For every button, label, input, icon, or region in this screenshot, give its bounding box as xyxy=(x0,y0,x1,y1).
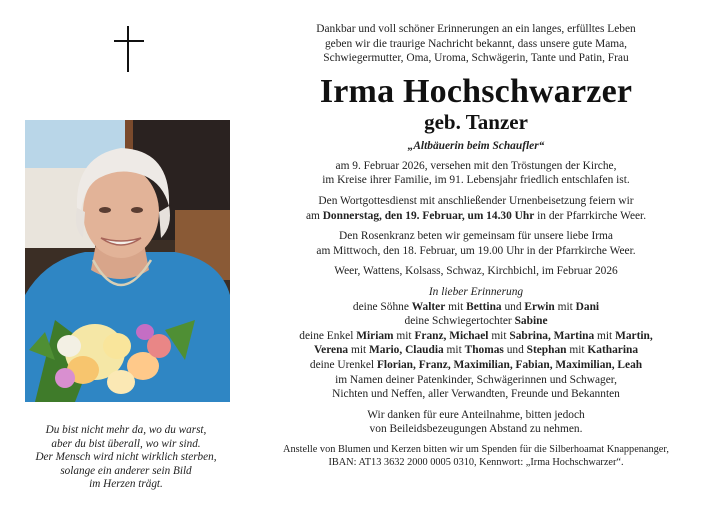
announcement-text xyxy=(256,22,696,470)
thanks-text: Wir danken für eure Anteilnahme, bitten jedoch von Beileidsbezeugungen Abstand zu nehmen. xyxy=(367,408,585,436)
sons-line: deine Söhne Walter mit Bettina und Erwin mit Dani xyxy=(352,300,600,313)
intro-text xyxy=(256,22,696,66)
quote-line: solange ein anderer sein Bild xyxy=(60,464,192,477)
intro-line: Dankbar und voll schöner Erinnerungen an ein langes, erfülltes Leben xyxy=(316,23,636,35)
quote-line: Du bist nicht mehr da, wo du warst, xyxy=(45,424,207,436)
relatives-line: Nichten und Neffen, aller Verwandten, Freunde und Bekannten xyxy=(332,388,620,401)
cross-icon xyxy=(114,26,144,72)
rosary-info: Den Rosenkranz beten wir gemeinsam für unsere liebe Irma am Mittwoch, den 18. Februar, um 19.00 Uhr in der Pfarrkirche Weer. xyxy=(316,230,636,257)
nickname: „Altbäuerin beim Schaufler“ xyxy=(407,139,545,152)
maiden-name: geb. Tanzer xyxy=(424,109,528,134)
grandchildren-line: Verena mit Mario, Claudia mit Thomas und Stephan mit Katharina xyxy=(313,344,639,357)
place-date: Weer, Wattens, Kolsass, Schwaz, Kirchbichl, im Februar 2026 xyxy=(334,265,618,278)
intro-line: geben wir die traurige Nachricht bekannt, dass unsere gute Mama, xyxy=(324,37,628,50)
quote-line: aber du bist überall, wo wir sind. xyxy=(51,437,201,450)
grandchildren-line: deine Enkel Miriam mit Franz, Michael mit Sabrina, Martina mit Martin, xyxy=(299,329,653,342)
family-list xyxy=(256,285,696,402)
memorial-quote xyxy=(12,424,240,492)
death-notice: am 9. Februar 2026, versehen mit den Tröstungen der Kirche, im Kreise ihrer Familie, im 91. Lebensjahr friedlich entschlafen ist. xyxy=(322,159,630,187)
in-memory-heading: In lieber Erinnerung xyxy=(428,285,524,298)
relatives-line: im Namen deiner Patenkinder, Schwägerinnen und Schwager, xyxy=(335,373,617,386)
service-info: Den Wortgottesdienst mit anschließender Urnenbeisetzung feiern wir am Donnerstag, den 19. Februar, um 14.30 Uhr in der Pfarrkirche Weer. xyxy=(305,194,647,222)
quote-line: im Herzen trägt. xyxy=(89,478,163,491)
great-grandchildren-line: deine Urenkel Florian, Franz, Maximilian, Fabian, Maximilian, Leah xyxy=(309,358,643,371)
deceased-name: Irma Hochschwarzer xyxy=(319,72,633,110)
intro-line: Schwiegermutter, Oma, Uroma, Schwägerin, Tante und Patin, Frau xyxy=(323,52,629,65)
donation-info: Anstelle von Blumen und Kerzen bitten wir um Spenden für die Silberhoamat Knappenanger, IBAN: AT13 3632 2000 0005 0310, Kennwort: „Irma Hochschwarzer“. xyxy=(283,443,669,469)
daughter-in-law-line: deine Schwiegertochter Sabine xyxy=(404,315,548,328)
portrait-photo xyxy=(25,120,230,402)
quote-line: Der Mensch wird nicht wirklich sterben, xyxy=(35,451,217,464)
